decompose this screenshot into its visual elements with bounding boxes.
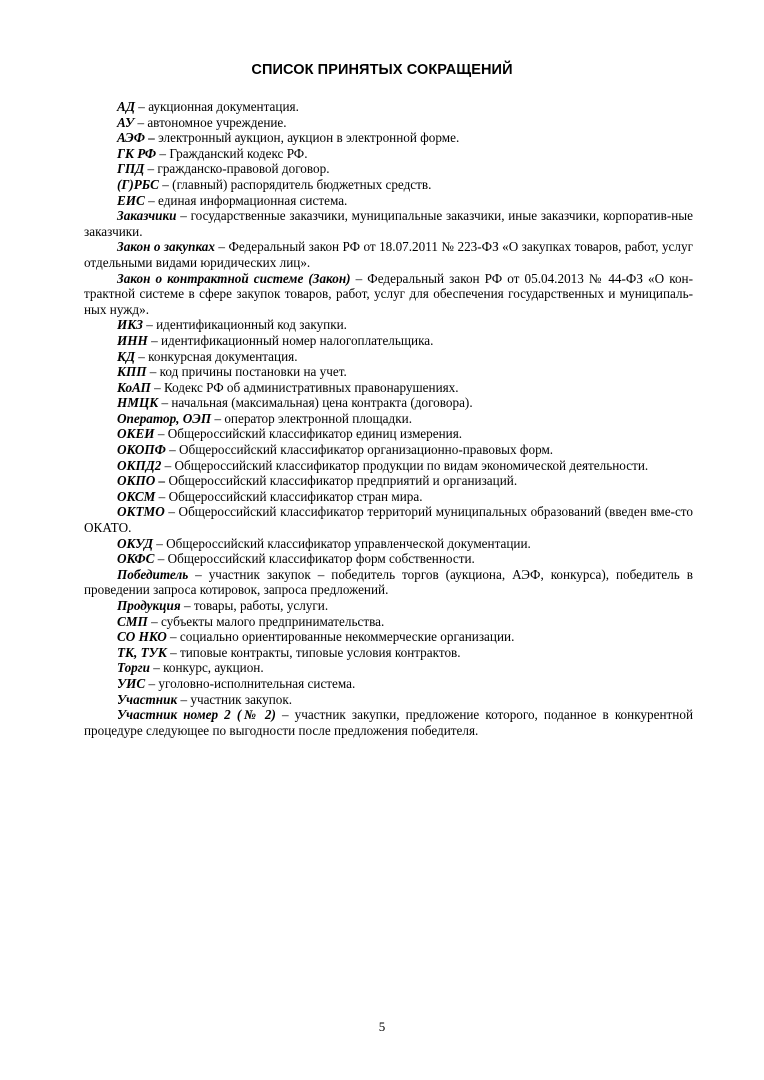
abbreviation-definition: – (главный) распорядитель бюджетных средств. [158,176,432,192]
abbreviation-entry [84,645,693,661]
abbreviation-definition: – Общероссийский классификатор территорий муниципальных образований (введен вме-сто ОКАТО. [84,504,693,536]
abbreviation-definition: – начальная (максимальная) цена контракта (договора). [158,395,473,411]
abbreviation-definition: – участник закупок. [177,691,293,707]
abbreviation-definition: Общероссийский классификатор предприятий и организаций. [165,473,518,489]
abbreviation-entry [84,349,693,365]
abbreviation-definition: – гражданско-правовой договор. [144,161,330,177]
abbreviation-term: КД [117,348,135,364]
abbreviation-entry [84,426,693,442]
abbreviation-definition: – аукционная документация. [135,99,299,114]
abbreviation-entry [84,208,693,239]
abbreviation-term: ИНН [117,332,148,348]
abbreviation-entry [84,99,693,115]
abbreviation-term: ОКПД2 [117,457,162,473]
abbreviation-entry [84,364,693,380]
abbreviation-definition: – Общероссийский классификатор стран мира. [155,488,423,504]
abbreviation-entry [84,411,693,427]
abbreviation-term: КПП [117,364,147,380]
abbreviation-term: ОКЕИ [117,426,155,442]
abbreviation-term: Участник номер 2 (№ 2) [117,707,276,723]
abbreviation-term: Победитель [117,566,189,582]
abbreviation-entry [84,567,693,598]
abbreviation-entry [84,614,693,630]
abbreviation-term: Оператор, ОЭП [117,410,212,426]
abbreviation-term: НМЦК [117,395,159,411]
abbreviation-definition: – участник закупки, предложение которого, поданное в конкурентной процедуре следующее по выгодности после предложения победителя. [84,707,694,738]
abbreviation-entry [84,598,693,614]
abbreviation-term: ОКПО – [117,473,166,489]
abbreviation-term: ОКТМО [117,504,165,520]
abbreviation-entry [84,177,693,193]
abbreviation-term: ОКОПФ [117,442,166,458]
abbreviation-term: Закон о контрактной системе (Закон) [117,270,351,286]
abbreviation-definition: – Гражданский кодекс РФ. [156,145,308,161]
abbreviation-term: УИС [117,675,146,691]
abbreviation-entry [84,676,693,692]
abbreviation-term: АЭФ – [117,130,155,146]
abbreviation-entry [84,239,693,270]
page-title: СПИСОК ПРИНЯТЫХ СОКРАЩЕНИЙ [251,62,513,78]
abbreviation-entry [84,161,693,177]
abbreviation-entry [84,629,693,645]
abbreviation-definition: – конкурсная документация. [134,348,298,364]
abbreviation-term: АД [117,99,135,114]
abbreviation-definition: – товары, работы, услуги. [180,598,329,613]
abbreviation-entry [84,504,693,535]
abbreviation-definition: – участник закупок – победитель торгов (аукциона, АЭФ, конкурса), победитель в проведении запроса котировок, запроса предложений. [84,566,693,598]
abbreviation-entry [84,193,693,209]
abbreviation-term: Закон о закупках [117,239,215,255]
abbreviation-definition: – конкурс, аукцион. [149,660,264,676]
abbreviation-term: (Г)РБС [117,176,159,192]
abbreviation-definition: – автономное учреждение. [134,114,287,130]
abbreviation-term: Участник [117,691,178,707]
abbreviation-definition: – Общероссийский классификатор форм собственности. [154,551,475,567]
abbreviation-list [84,99,693,738]
abbreviation-entry [84,536,693,552]
abbreviation-entry [84,115,693,131]
abbreviation-definition: – Общероссийский классификатор единиц измерения. [154,426,463,442]
abbreviation-definition: – Общероссийский классификатор продукции по видам экономической деятельности. [161,457,649,473]
abbreviation-definition: – уголовно-исполнительная система. [145,675,356,691]
abbreviation-term: СМП [117,613,148,629]
abbreviation-entry [84,146,693,162]
abbreviation-term: АУ [117,114,135,130]
abbreviation-definition: – социально ориентированные некоммерческие организации. [166,629,515,645]
abbreviation-term: ОКУД [117,535,153,551]
abbreviation-definition: – субъекты малого предпринимательства. [147,613,385,629]
abbreviation-definition: электронный аукцион, аукцион в электронной форме. [154,130,460,146]
abbreviation-definition: – государственные заказчики, муниципальные заказчики, иные заказчики, корпоратив-ные заказчики. [84,208,693,239]
abbreviation-definition: – Общероссийский классификатор организационно-правовых форм. [165,442,554,458]
abbreviation-entry [84,395,693,411]
abbreviation-definition: – единая информационная система. [144,192,348,208]
abbreviation-entry [84,707,693,738]
abbreviation-entry [84,692,693,708]
abbreviation-entry [84,458,693,474]
abbreviation-definition: – код причины постановки на учет. [146,364,347,380]
abbreviation-definition: – идентификационный код закупки. [142,317,347,333]
abbreviation-entry [84,660,693,676]
abbreviation-definition: – типовые контракты, типовые условия контрактов. [166,644,461,660]
abbreviation-entry [84,442,693,458]
abbreviation-entry [84,380,693,396]
abbreviation-term: ГК РФ [117,145,157,161]
abbreviation-entry [84,333,693,349]
abbreviation-term: Заказчики [117,208,177,224]
abbreviation-entry [84,473,693,489]
abbreviation-definition: – Федеральный закон РФ от 18.07.2011 № 223-ФЗ «О закупках товаров, работ, услуг отдельными видами юридических лиц». [84,239,693,270]
abbreviation-definition: – идентификационный номер налогоплательщика. [147,332,434,348]
abbreviation-entry [84,551,693,567]
abbreviation-entry [84,130,693,146]
abbreviation-definition: – Кодекс РФ об административных правонарушениях. [150,379,459,395]
abbreviation-term: ТК, ТУК [117,644,167,660]
abbreviation-term: Продукция [117,598,181,613]
abbreviation-term: КоАП [117,379,151,395]
abbreviation-entry [84,317,693,333]
abbreviation-entry [84,271,693,318]
abbreviation-entry [84,489,693,505]
abbreviation-definition: – оператор электронной площадки. [211,410,412,426]
abbreviation-term: СО НКО [117,629,167,645]
abbreviation-term: ОКСМ [117,488,156,504]
abbreviation-definition: – Общероссийский классификатор управленческой документации. [152,535,531,551]
page-number: 5 [378,1019,386,1034]
abbreviation-term: ОКФС [117,551,155,567]
abbreviation-definition: – Федеральный закон РФ от 05.04.2013 № 44-ФЗ «О кон-трактной системе в сфере закупок товаров, работ, услуг для обеспечения государственных и муниципаль-ных нужд». [84,270,693,317]
abbreviation-term: ИКЗ [117,317,143,333]
abbreviation-term: ЕИС [117,192,145,208]
abbreviation-term: Торги [117,660,150,676]
abbreviation-term: ГПД [117,161,145,177]
